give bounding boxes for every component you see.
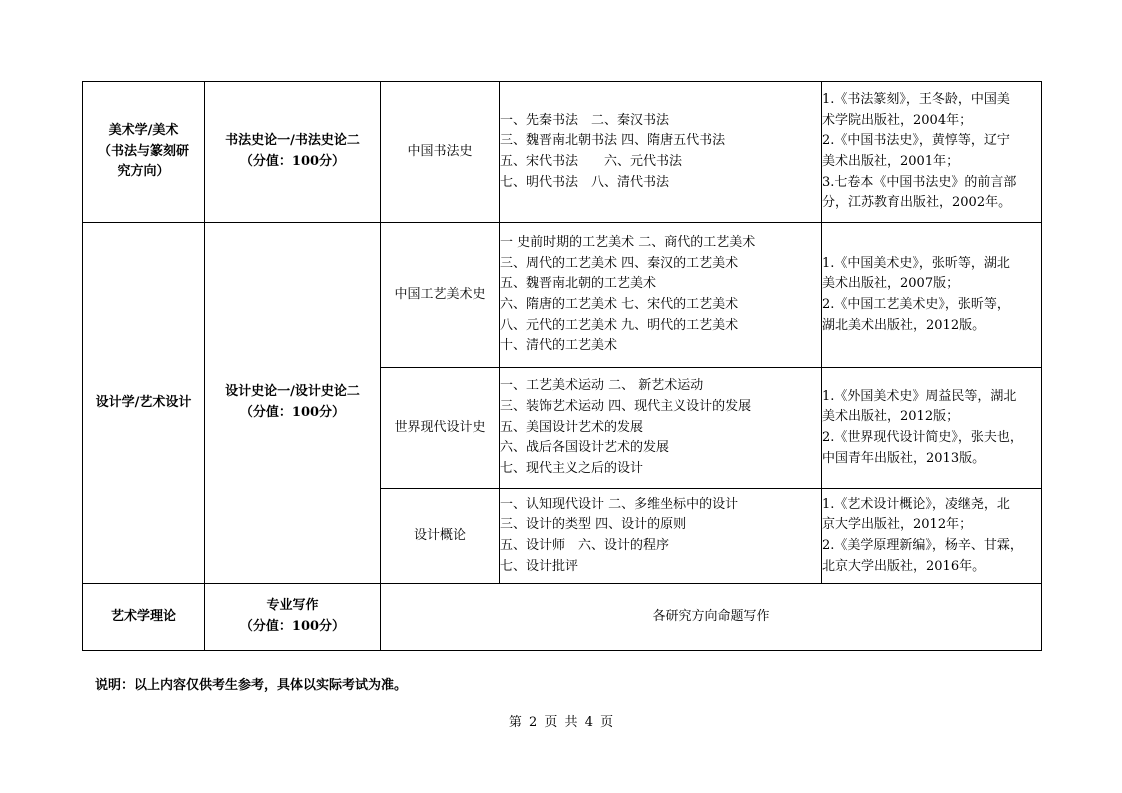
subject-line: 设计史论一/设计史论二: [225, 384, 360, 400]
outline-line: 六、隋唐的工艺美术 七、宋代的工艺美术: [500, 297, 739, 312]
writing-description: 各研究方向命题写作: [652, 608, 770, 624]
major-line: （书法与篆刻研: [97, 143, 189, 159]
reference-line: 术学院出版社，2004年；: [822, 112, 973, 128]
outline-line: 一、认知现代设计 二、多维坐标中的设计: [500, 496, 739, 512]
outline-line: 五、宋代书法 六、元代书法: [500, 154, 683, 169]
subject-line: （分值：100分）: [239, 405, 346, 420]
course-name: 中国工艺美术史: [394, 286, 486, 302]
reference-line: 美术出版社，2012版；: [822, 409, 960, 425]
table-row: [83, 223, 1042, 368]
reference-line: 京大学出版社，2012年；: [822, 517, 973, 533]
subject-cell: [205, 82, 381, 223]
reference-line: 1.《艺术设计概论》，凌继尧，北: [822, 496, 1010, 512]
reference-line: 2.《中国书法史》，黄惇等，辽宁: [822, 133, 1010, 149]
reference-cell: [822, 368, 1042, 489]
reference-line: 北京大学出版社，2016年。: [822, 558, 986, 574]
outline-line: 三、设计的类型 四、设计的原则: [500, 517, 687, 533]
outline-line: 三、装饰艺术运动 四、现代主义设计的发展: [500, 398, 752, 414]
major-cell: [83, 584, 205, 651]
course-name: 设计概论: [413, 527, 466, 543]
reference-line: 2.《中国工艺美术史》，张昕等，: [822, 297, 1010, 312]
outline-line: 八、元代的工艺美术 九、明代的工艺美术: [500, 317, 739, 333]
outline-line: 一、工艺美术运动 二、 新艺术运动: [500, 378, 704, 394]
subject-line: （分值：100分）: [239, 619, 346, 634]
table-row: [83, 82, 1042, 223]
outline-line: 五、美国设计艺术的发展: [500, 419, 644, 435]
note-text: 说明：以上内容仅供考生参考，具体以实际考试为准。: [95, 678, 408, 693]
table-row: [83, 584, 1042, 651]
outline-line: 一、先秦书法 二、秦汉书法: [500, 112, 670, 128]
major-line: 究方向）: [117, 164, 170, 180]
outline-cell: [500, 368, 822, 489]
major-line: 艺术学理论: [110, 608, 176, 624]
reference-line: 美术出版社，2001年；: [822, 154, 960, 169]
reference-line: 1.《中国美术史》，张昕等，湖北: [822, 255, 1010, 271]
course-cell: [381, 489, 500, 584]
major-cell: [83, 82, 205, 223]
exam-outline-table: [82, 81, 1042, 651]
reference-line: 3.七卷本《中国书法史》的前言部: [822, 174, 1017, 190]
subject-cell: [205, 223, 381, 584]
course-cell: [381, 368, 500, 489]
outline-line: 三、周代的工艺美术 四、秦汉的工艺美术: [500, 255, 739, 271]
reference-line: 分，江苏教育出版社，2002年。: [822, 195, 1012, 211]
major-line: 美术学/美术: [108, 122, 179, 138]
outline-line: 七、明代书法 八、清代书法: [500, 174, 670, 190]
subject-line: （分值：100分）: [239, 154, 346, 169]
reference-line: 2.《美学原理新编》，杨辛、甘霖，: [822, 538, 1023, 553]
outline-line: 五、设计师 六、设计的程序: [500, 538, 670, 553]
reference-line: 湖北美术出版社，2012版。: [822, 317, 986, 333]
page-footer: 第 2 页 共 4 页: [508, 715, 614, 730]
course-cell: [381, 82, 500, 223]
course-cell: [381, 223, 500, 368]
reference-line: 2.《世界现代设计简史》，张夫也，: [822, 430, 1023, 445]
outline-line: 三、魏晋南北朝书法 四、隋唐五代书法: [500, 133, 726, 149]
outline-line: 一 史前时期的工艺美术 二、商代的工艺美术: [500, 234, 756, 250]
outline-line: 七、现代主义之后的设计: [500, 461, 644, 477]
outline-cell: [500, 82, 822, 223]
major-line: 设计学/艺术设计: [95, 394, 192, 410]
course-name: 中国书法史: [407, 143, 473, 159]
subject-line: 专业写作: [266, 598, 319, 614]
merged-writing-cell: [381, 584, 1042, 651]
outline-cell: [500, 489, 822, 584]
outline-cell: [500, 223, 822, 368]
reference-line: 中国青年出版社，2013版。: [822, 450, 986, 466]
outline-line: 五、魏晋南北朝的工艺美术: [500, 276, 657, 292]
reference-cell: [822, 489, 1042, 584]
outline-line: 七、设计批评: [500, 558, 579, 574]
course-name: 世界现代设计史: [394, 419, 486, 435]
reference-cell: [822, 82, 1042, 223]
reference-line: 1.《书法篆刻》，王冬龄，中国美: [822, 91, 1010, 107]
major-cell: [83, 223, 205, 584]
reference-line: 1.《外国美术史》周益民等，湖北: [822, 388, 1017, 404]
subject-cell: [205, 584, 381, 651]
subject-line: 书法史论一/书法史论二: [225, 133, 360, 149]
reference-cell: [822, 223, 1042, 368]
outline-line: 十、清代的工艺美术: [500, 338, 618, 354]
reference-line: 美术出版社，2007版；: [822, 276, 960, 292]
outline-line: 六、战后各国设计艺术的发展: [500, 440, 670, 456]
